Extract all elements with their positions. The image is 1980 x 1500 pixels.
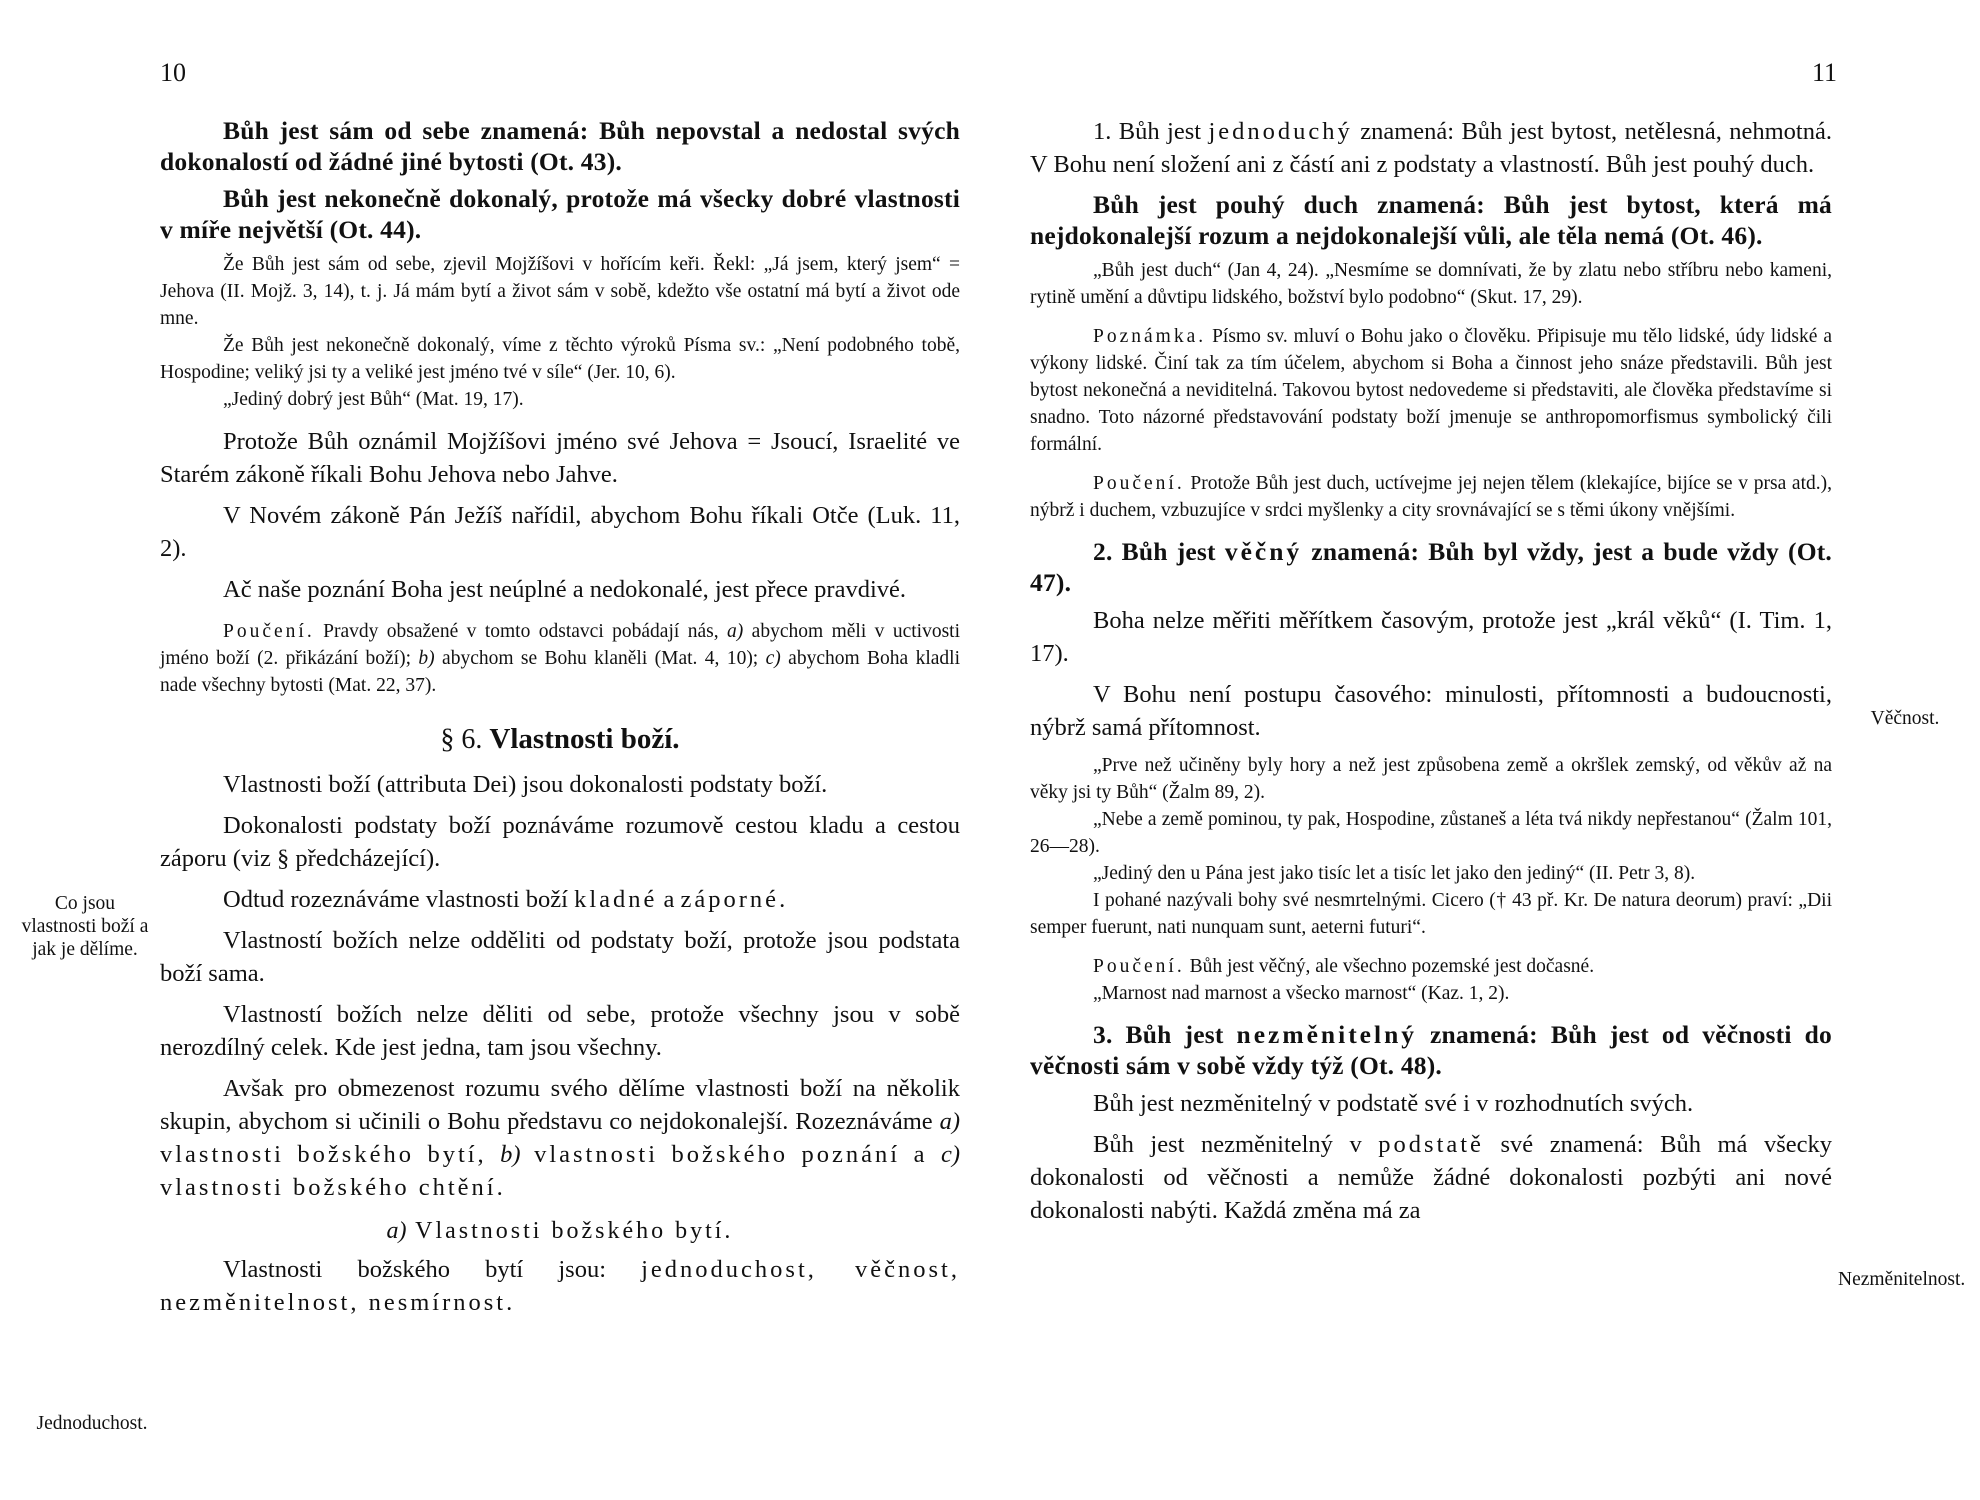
margin-note: Co jsou vlastnosti boží a jak je dělíme. <box>21 893 149 960</box>
paragraph-small: Že Bůh jest sám od sebe, zjevil Mojžíšovi v hořícím keři. Řekl: „Já jsem, který jsem“ = Jehova (II. Mojž. 3, 14), t. j. Já mám bytí a život sám v sobě, kdežto vše ostatní má bytí a život ode mne. <box>160 254 960 329</box>
paragraph: 1. Bůh jest jednoduchý znamená: Bůh jest bytost, netělesná, nehmotná. V Bohu není složení ani z částí ani z podstaty a vlastností. Bůh jest pouhý duch. <box>1030 118 1832 178</box>
page-number: 10 <box>160 58 186 87</box>
paragraph: Bůh jest nezměnitelný v podstatě své znamená: Bůh má všecky dokonalosti od věčnosti a nemůže žádné dokonalosti pozbýti ani nové dokonalosti nabýti. Každá změna má za <box>1030 1131 1832 1224</box>
quote: „Jediný den u Pána jest jako tisíc let a tisíc let jako den jediný“ (II. Petr 3, 8). <box>1093 863 1696 884</box>
section-heading: § 6. Vlastnosti boží. <box>440 723 680 755</box>
paragraph: Avšak pro obmezenost rozumu svého dělíme vlastnosti boží na několik skupin, abychom si učinili o Bohu představu co nejdokonalejší. Rozeznáváme a) vlastnosti božského bytí, b) vlastnosti božského poznání a c) vlastnosti božského chtění. <box>160 1075 960 1201</box>
paragraph-small: „Jediný dobrý jest Bůh“ (Mat. 19, 17). <box>223 389 524 410</box>
paragraph-small: „Bůh jest duch“ (Jan 4, 24). „Nesmíme se domnívati, že by zlatu nebo stříbru nebo kameni, rytině umění a důvtipu lidského, božství bylo podobno“ (Skut. 17, 29). <box>1030 260 1832 308</box>
margin-note: Jednoduchost. <box>36 1413 148 1434</box>
paragraph: Vlastností božích nelze odděliti od podstaty boží, protože jsou podstata boží sama. <box>160 927 960 987</box>
paragraph-small: Že Bůh jest nekonečně dokonalý, víme z těchto výroků Písma sv.: „Není podobného tobě, Hospodine; veliký jsi ty a veliké jest jméno tvé v síle“ (Jer. 10, 6). <box>160 335 960 383</box>
quote: „Prve než učiněny byly hory a než jest způsobena země a okršlek zemský, od věkův až na věky jsi ty Bůh“ (Žalm 89, 2). <box>1030 755 1832 803</box>
definition-bold: 3. Bůh jest nezměnitelný znamená: Bůh jest od věčnosti do věčnosti sám v sobě vždy týž (Ot. 48). <box>1030 1020 1832 1080</box>
paragraph: V Novém zákoně Pán Ježíš nařídil, abychom Bohu říkali Otče (Luk. 11, 2). <box>160 502 960 562</box>
page-number: 11 <box>1812 58 1838 87</box>
paragraph: V Bohu není postupu časového: minulosti, přítomnosti a budoucnosti, nýbrž samá přítomnost. <box>1030 681 1832 741</box>
paragraph: Odtud rozeznáváme vlastnosti boží kladné a záporné. <box>223 886 786 913</box>
right-page <box>990 0 1980 1500</box>
paragraph: Boha nelze měřiti měřítkem časovým, protože jest „král věků“ (I. Tim. 1, 17). <box>1030 607 1832 667</box>
paragraph: Vlastnosti božského bytí jsou: jednoduchost, věčnost, nezměnitelnost, nesmírnost. <box>160 1256 960 1316</box>
paragraph: Vlastnosti boží (attributa Dei) jsou dokonalosti podstaty boží. <box>223 771 828 798</box>
definition-bold: Bůh jest pouhý duch znamená: Bůh jest bytost, která má nejdokonalejší rozum a nejdokonalejší vůli, ale těla nemá (Ot. 46). <box>1030 190 1832 250</box>
pouceni-paragraph: Poučení. Protože Bůh jest duch, uctívejme jej nejen tělem (klekajíce, bijíce se v prsa atd.), nýbrž i duchem, vzbuzujíce v srdci myšlenky a city srovnávající se s těmi úkony vnějšími. <box>1030 473 1832 521</box>
margin-note: Věčnost. <box>1870 708 1940 729</box>
quote: „Nebe a země pominou, ty pak, Hospodine, zůstaneš a léta tvá nikdy nepřestanou“ (Žalm 101, 26—28). <box>1030 809 1832 857</box>
poznamka-paragraph: Poznámka. Písmo sv. mluví o Bohu jako o člověku. Připisuje mu tělo lidské, údy lidské a výkony lidské. Činí tak za tím účelem, abychom si Boha a činnost jeho snáze představili. Bůh jest bytost nekonečná a neviditelná. Takovou bytost nedovedeme si představiti, ale člověka představíme si snadno. Toto názorné představování podstaty boží jmenuje se anthropomorfismus symbolický čili formální. <box>1030 326 1832 455</box>
quote: „Marnost nad marnost a všecko marnost“ (Kaz. 1, 2). <box>1093 983 1510 1004</box>
paragraph: Protože Bůh oznámil Mojžíšovi jméno své Jehova = Jsoucí, Israelité ve Starém zákoně říkali Bohu Jehova nebo Jahve. <box>160 428 960 488</box>
paragraph: Vlastností božích nelze děliti od sebe, protože všechny jsou v sobě nerozdílný celek. Kde jest jedna, tam jsou všechny. <box>160 1001 960 1061</box>
pouceni-paragraph: Poučení. Bůh jest věčný, ale všechno pozemské jest dočasné. <box>1093 956 1595 977</box>
right-text-column <box>1030 115 1832 1235</box>
paragraph: Dokonalosti podstaty boží poznáváme rozumově cestou kladu a cestou záporu (viz § předcházející). <box>160 812 960 872</box>
subheading: a) Vlastnosti božského bytí. <box>386 1218 734 1244</box>
definition-bold: Bůh jest nekonečně dokonalý, protože má všecky dobré vlastnosti v míře největší (Ot. 44). <box>160 184 960 244</box>
left-text-column <box>160 115 960 1327</box>
quote: I pohané nazývali bohy své nesmrtelnými. Cicero († 43 př. Kr. De natura deorum) praví: „Dii semper fuerunt, nati nunquam sunt, aeterni futuri“. <box>1030 890 1832 938</box>
pouceni-paragraph: Poučení. Pravdy obsažené v tomto odstavci pobádají nás, a) abychom měli v uctivosti jméno boží (2. přikázání boží); b) abychom se Bohu klaněli (Mat. 4, 10); c) abychom Boha kladli nade všechny bytosti (Mat. 22, 37). <box>160 621 960 696</box>
paragraph: Bůh jest nezměnitelný v podstatě své i v rozhodnutích svých. <box>1093 1090 1694 1117</box>
pouceni-label: Poučení. <box>223 621 315 642</box>
definition-bold: 2. Bůh jest věčný znamená: Bůh byl vždy, jest a bude vždy (Ot. 47). <box>1030 537 1833 597</box>
margin-note: Nezměnitelnost. <box>1838 1269 1966 1290</box>
paragraph: Ač naše poznání Boha jest neúplné a nedokonalé, jest přece pravdivé. <box>223 576 907 603</box>
definition-bold: Bůh jest sám od sebe znamená: Bůh nepovstal a nedostal svých dokonalostí od žádné jiné bytosti (Ot. 43). <box>160 116 960 176</box>
